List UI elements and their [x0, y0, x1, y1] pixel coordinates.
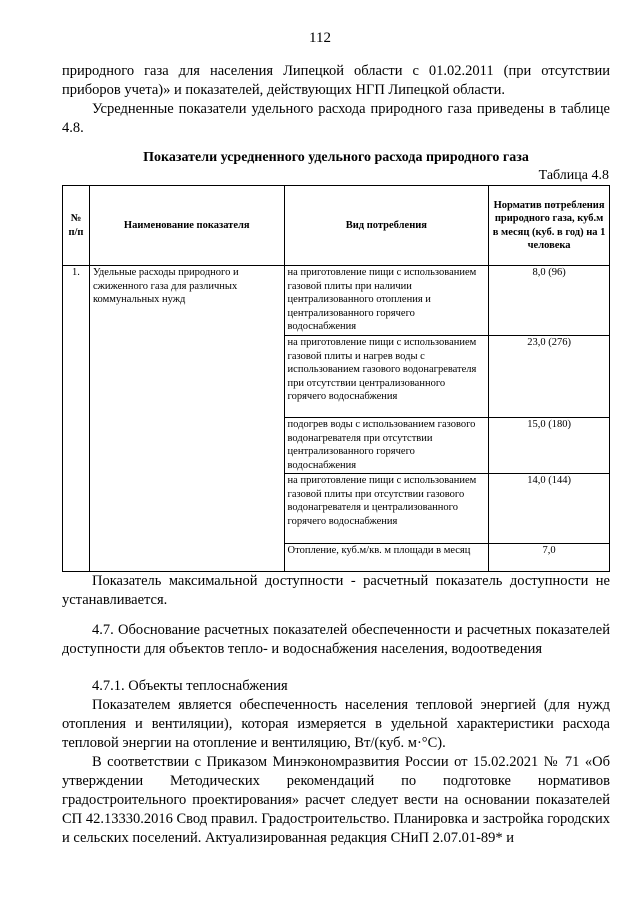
consumption-type-cell: на приготовление пищи с использованием газовой плиты при отсутствии газового водонагревателя и централизованного горячего водоснабжения — [284, 474, 489, 544]
consumption-type-cell: на приготовление пищи с использованием газовой плиты при наличии централизованного отопления и централизованного горячего водоснабжения — [284, 266, 489, 336]
intro-paragraph-continued: природного газа для населения Липецкой области с 01.02.2011 (при отсутствии приборов учета)» и показателей, действующих НГП Липецкой области. — [62, 63, 610, 98]
norm-value-cell: 15,0 (180) — [489, 418, 610, 474]
header-consumption-norm: Норматив потребления природного газа, куб.м в месяц (куб. в год) на 1 человека — [489, 186, 610, 266]
consumption-type-cell: Отопление, куб.м/кв. м площади в месяц — [284, 544, 489, 572]
gas-consumption-table — [62, 185, 610, 572]
table-header-row — [63, 186, 610, 266]
table-row — [63, 266, 610, 336]
consumption-type-cell: подогрев воды с использованием газового водонагревателя при отсутствии централизованного горячего водоснабжения — [284, 418, 489, 474]
table-title: Показатели усредненного удельного расхода природного газа — [143, 150, 529, 165]
header-number: № п/п — [63, 186, 90, 266]
heat-supply-paragraph: Показателем является обеспеченность населения тепловой энергией (для нужд отопления и вентиляции), которая измеряется в удельной характеристики расхода тепловой энергии на отопление и вентиляцию, Вт/(куб. м·°С). — [62, 697, 610, 751]
intro-paragraph-table-reference: Усредненные показатели удельного расхода природного газа приведены в таблице 4.8. — [62, 101, 610, 136]
section-4-7-heading: 4.7. Обоснование расчетных показателей обеспеченности и расчетных показателей доступности для объектов тепло- и водоснабжения населения, водоотведения — [62, 622, 610, 657]
ministry-order-paragraph: В соответствии с Приказом Минэкономразвития России от 15.02.2021 № 71 «Об утверждении Методических рекомендаций по подготовке нормативов градостроительного проектирования» расчет следует вести на основании показателей СП 42.13330.2016 Свод правил. Градостроительство. Планировка и застройка городских и сельских поселений. Актуализированная редакция СНиП 2.07.01-89* и — [62, 754, 610, 846]
section-4-7-1-heading: 4.7.1. Объекты теплоснабжения — [92, 678, 288, 694]
consumption-type-cell: на приготовление пищи с использованием газовой плиты и нагрев воды с использованием газового водонагревателя при отсутствии централизованного горячего водоснабжения — [284, 336, 489, 418]
norm-value-cell: 7,0 — [489, 544, 610, 572]
norm-value-cell: 14,0 (144) — [489, 474, 610, 544]
header-indicator-name: Наименование показателя — [89, 186, 284, 266]
row-number: 1. — [63, 266, 90, 572]
max-availability-paragraph: Показатель максимальной доступности - расчетный показатель доступности не устанавливается. — [62, 573, 610, 608]
page-number: 112 — [309, 30, 331, 46]
norm-value-cell: 23,0 (276) — [489, 336, 610, 418]
norm-value-cell: 8,0 (96) — [489, 266, 610, 336]
table-label: Таблица 4.8 — [538, 168, 609, 183]
header-consumption-type: Вид потребления — [284, 186, 489, 266]
row-indicator-name: Удельные расходы природного и сжиженного газа для различных коммунальных нужд — [89, 266, 284, 572]
